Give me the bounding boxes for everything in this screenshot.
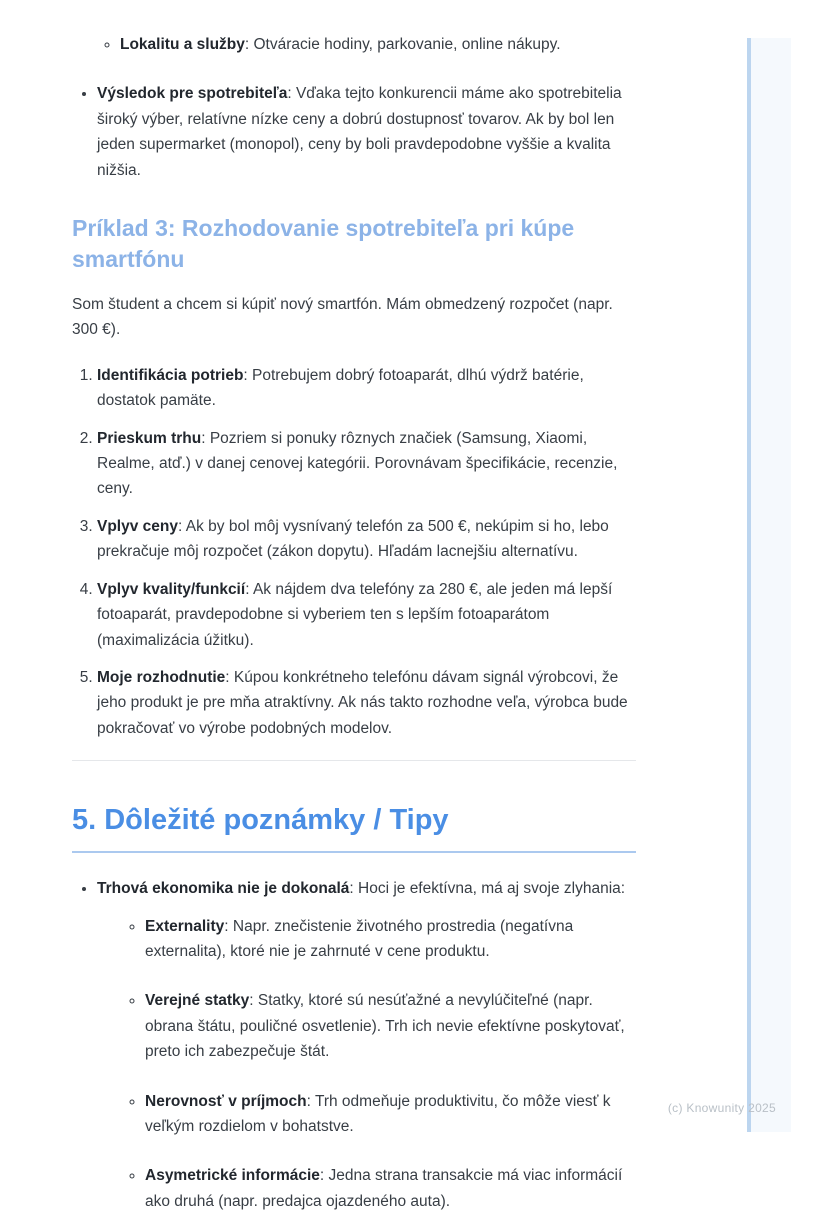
item-text: : Kúpou konkrétneho telefónu dávam signál výrobcovi, že jeho produkt je pre mňa atraktívny. Ak nás takto rozhodne veľa, výrobca bude pokračovať vo výrobe podobných modelov.: [97, 668, 628, 737]
item-term: Trhová ekonomika nie je dokonalá: [97, 880, 350, 898]
item-term: Nerovnosť v príjmoch: [145, 1092, 307, 1110]
notes-bulletlist: [72, 876, 636, 1214]
item-term: Vplyv kvality/funkcií: [97, 580, 246, 598]
item-term: Externality: [145, 917, 225, 935]
item-text: : Jedna strana transakcie má viac informácií ako druhá (napr. predajca ojazdeného auta).: [145, 1167, 623, 1210]
list-item: [145, 1089, 636, 1140]
item-text: : Trh odmeňuje produktivitu, čo môže viesť k veľkým rozdielom v bohatstve.: [145, 1092, 611, 1135]
list-item: [97, 426, 636, 502]
item-term: Asymetrické informácie: [145, 1167, 320, 1185]
list-item: [97, 665, 636, 741]
list-item: [97, 876, 636, 1214]
page-edge-line: [747, 38, 751, 1132]
notes-heading: 5. Dôležité poznámky / Tipy: [72, 802, 636, 853]
list-item: [97, 81, 636, 183]
item-text: : Statky, ktoré sú nesúťažné a nevylúčiteľné (napr. obrana štátu, pouličné osvetlenie). Trh ich nevie efektívne poskytovať, preto ich zabezpečuje štát.: [145, 992, 625, 1061]
list-item: [120, 32, 636, 57]
list-item: [97, 577, 636, 653]
notes-block: [72, 876, 636, 1214]
example3-steps: [72, 363, 636, 741]
item-text: : Pozriem si ponuky rôznych značiek (Samsung, Xiaomi, Realme, atď.) v danej cenovej kategórii. Porovnávam špecifikácie, recenzie, ceny.: [97, 429, 618, 498]
example3-intro: Som študent a chcem si kúpiť nový smartfón. Mám obmedzený rozpočet (napr. 300 €).: [72, 296, 613, 339]
item-term: Verejné statky: [145, 992, 250, 1010]
item-term: Prieskum trhu: [97, 429, 202, 447]
list-item: [145, 914, 636, 965]
item-text: : Ak by bol môj vysnívaný telefón za 500 €, nekúpim si ho, lebo prekračuje môj rozpočet (zákon dopytu). Hľadám lacnejšiu alternatívu.: [97, 517, 609, 561]
item-text: : Ak nájdem dva telefóny za 280 €, ale jeden má lepší fotoaparát, pravdepodobne si vyberiem ten s lepším fotoaparátom (maximalizácia úžitku).: [97, 580, 613, 649]
page-edge-band: [751, 38, 791, 1132]
item-term: Moje rozhodnutie: [97, 668, 226, 686]
item-text: : Potrebujem dobrý fotoaparát, dlhú výdrž batérie, dostatok pamäte.: [97, 366, 584, 410]
item-text: : Hoci je efektívna, má aj svoje zlyhania:: [349, 880, 626, 898]
list-item: [97, 363, 636, 414]
item-term: Výsledok pre spotrebiteľa: [97, 85, 288, 103]
list-item: [97, 514, 636, 565]
item-term: Vplyv ceny: [97, 517, 178, 535]
item-term: Lokalitu a služby: [120, 36, 245, 53]
list-item: [145, 988, 636, 1064]
section-divider: [72, 760, 636, 761]
continued-bulletlist: [72, 81, 636, 183]
watermark: (c) Knowunity 2025: [667, 1101, 776, 1115]
item-term: Identifikácia potrieb: [97, 366, 244, 384]
example3-heading: Príklad 3: Rozhodovanie spotrebiteľa pri kúpe smartfónu: [72, 215, 575, 273]
item-text: : Vďaka tejto konkurencii máme ako spotrebitelia široký výber, relatívne nízke ceny a dobrú dostupnosť tovarov. Ak by bol len jeden supermarket (monopol), ceny by boli pravdepodobne vyššie a kvalita nižšia.: [97, 85, 622, 179]
item-text: : Otváracie hodiny, parkovanie, online nákupy.: [244, 36, 561, 53]
notes-sublist: [97, 914, 636, 1215]
continued-sublist: [72, 32, 636, 57]
item-text: : Napr. znečistenie životného prostredia (negatívna externalita), ktoré nie je zahrnuté v cene produktu.: [145, 917, 574, 960]
document-page: [72, 32, 636, 1226]
